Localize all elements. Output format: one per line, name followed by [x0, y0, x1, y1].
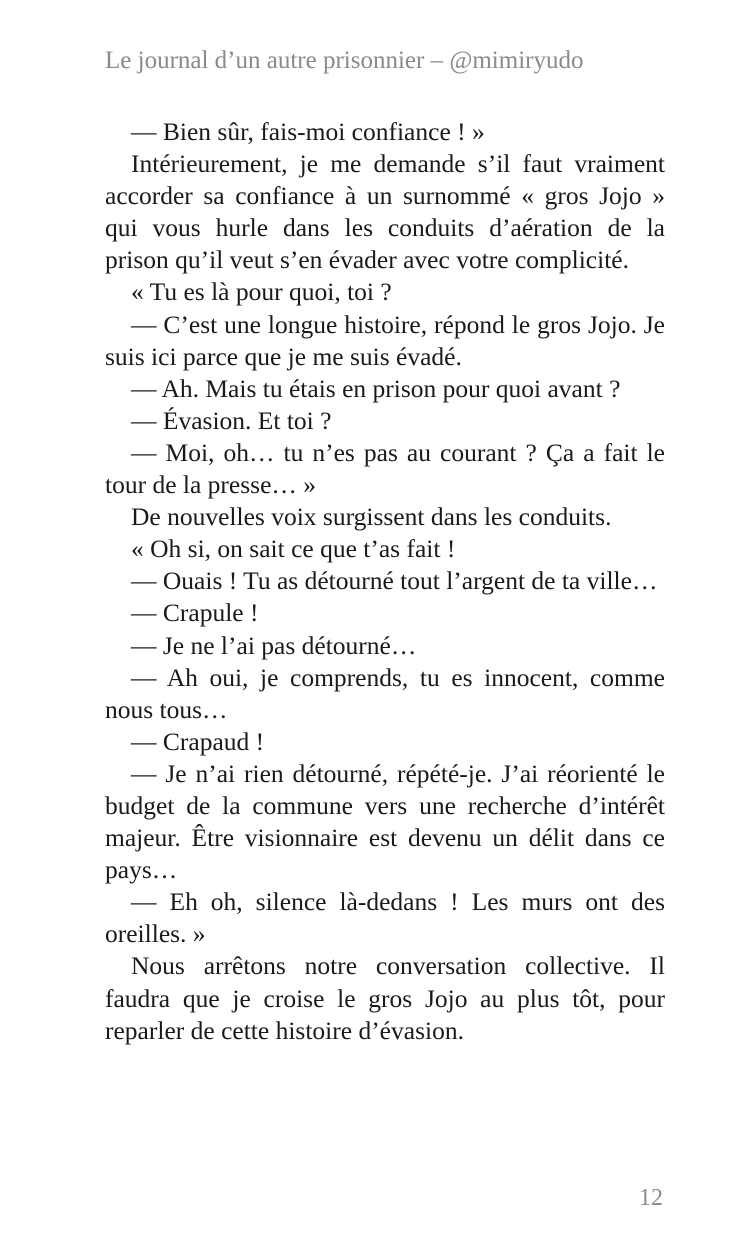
paragraph: De nouvelles voix surgissent dans les conduits. — [131, 502, 612, 532]
paragraph: — Ouais ! Tu as détourné tout l’argent de ta ville… — [131, 566, 658, 596]
paragraph: — Crapaud ! — [131, 726, 265, 756]
paragraph: — Eh oh, silence là-dedans ! Les murs ont des oreilles. » — [105, 887, 665, 949]
running-header: Le journal d’un autre prisonnier – @mimiryudo — [105, 47, 584, 74]
paragraph: Nous arrêtons notre conversation collective. Il faudra que je croise le gros Jojo au plus tôt, pour reparler de cette histoire d’évasion. — [105, 951, 665, 1045]
paragraph: Intérieurement, je me demande s’il faut vraiment accorder sa confiance à un surnommé « gros Jojo » qui vous hurle dans les conduits d’aération de la prison qu’il veut s’en évader avec votre complicité. — [105, 149, 665, 275]
paragraph: — Ah oui, je comprends, tu es innocent, comme nous tous… — [105, 662, 665, 724]
paragraph: — C’est une longue histoire, répond le gros Jojo. Je suis ici parce que je me suis évadé. — [105, 309, 665, 371]
paragraph: — Bien sûr, fais-moi confiance ! » — [131, 117, 485, 146]
page-body — [105, 116, 665, 1047]
paragraph: — Évasion. Et toi ? — [131, 405, 332, 435]
paragraph: « Tu es là pour quoi, toi ? — [131, 277, 392, 307]
paragraph: — Je n’ai rien détourné, répété-je. J’ai réorienté le budget de la commune vers une recherche d’intérêt majeur. Être visionnaire est devenu un délit dans ce pays… — [105, 758, 665, 885]
paragraph: — Je ne l’ai pas détourné… — [131, 630, 417, 660]
page-number: 12 — [639, 1185, 663, 1211]
paragraph: « Oh si, on sait ce que t’as fait ! — [131, 534, 456, 564]
paragraph: — Crapule ! — [131, 598, 259, 628]
paragraph: — Ah. Mais tu étais en prison pour quoi avant ? — [131, 373, 621, 403]
paragraph: — Moi, oh… tu n’es pas au courant ? Ça a fait le tour de la presse… » — [105, 437, 665, 500]
